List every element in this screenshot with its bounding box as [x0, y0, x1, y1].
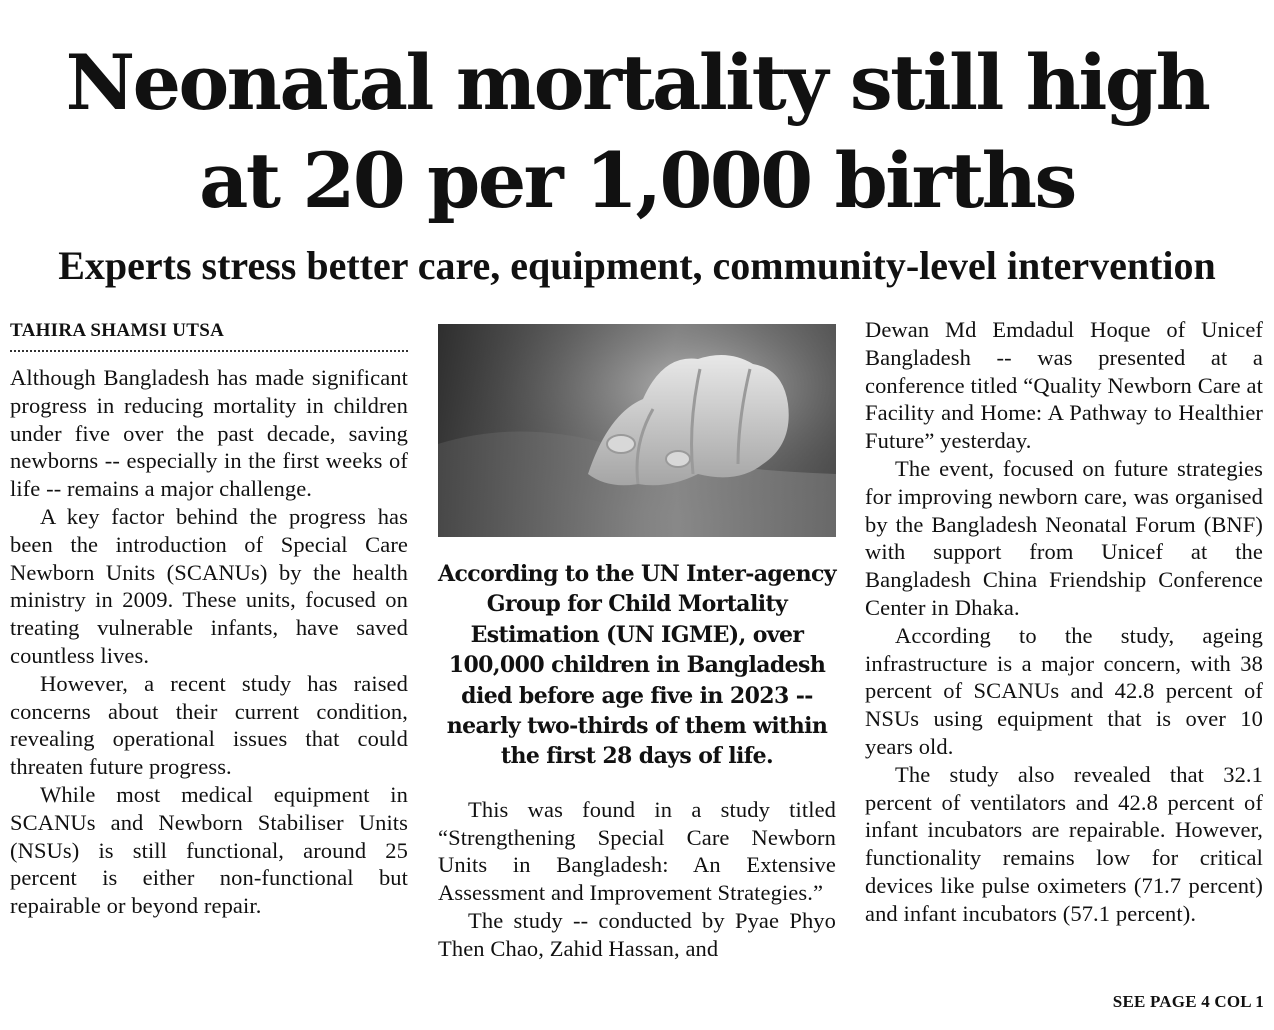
- headline-line-1: Neonatal mortality still high: [65, 38, 1209, 127]
- paragraph: The study -- conducted by Pyae Phyo Then Chao, Zahid Hassan, and: [438, 908, 836, 961]
- subheadline: Experts stress better care, equipment, community-level intervention: [58, 243, 1216, 288]
- column-left: [10, 316, 408, 920]
- baby-hand-photo: [438, 324, 836, 537]
- paragraph: Although Bangladesh has made significant progress in reducing mortality in children under five over the past decade, saving newborns -- especially in the first weeks of life -- remains a major challenge.: [10, 365, 408, 502]
- paragraph: The event, focused on future strategies for improving newborn care, was organised by the Bangladesh Neonatal Forum (BNF) with support from Unicef at the Bangladesh China Friendship Conference Center in Dhaka.: [865, 455, 1263, 620]
- pull-quote: According to the UN Inter-agency Group for Child Mortality Estimation (UN IGME), over 100,000 children in Bangladesh died before age five in 2023 -- nearly two-thirds of them within the first 28 days of life.: [438, 561, 836, 770]
- column-right: [865, 316, 1263, 928]
- paragraph: The study also revealed that 32.1 percent of ventilators and 42.8 percent of infant incubators are repairable. However, functionality remains low for critical devices like pulse oximeters (71.7 percent) and infant incubators (57.1 percent).: [865, 761, 1263, 926]
- paragraph: This was found in a study titled “Strengthening Special Care Newborn Units in Bangladesh: An Extensive Assessment and Improvement Strategies.”: [438, 796, 836, 906]
- paragraph: A key factor behind the progress has been the introduction of Special Care Newborn Units (SCANUs) by the health ministry in 2009. These units, focused on treating vulnerable infants, have saved countless lives.: [10, 503, 408, 668]
- paragraph: According to the study, ageing infrastructure is a major concern, with 38 percent of SCANUs and 42.8 percent of NSUs using equipment that is over 10 years old.: [865, 622, 1263, 759]
- column-middle: [438, 324, 836, 963]
- baby-hand-holding-finger-icon: [438, 324, 836, 537]
- jump-line: SEE PAGE 4 COL 1: [1112, 992, 1264, 1011]
- headline: [0, 34, 1274, 230]
- paragraph: However, a recent study has raised concerns about their current condition, revealing operational issues that could threaten future progress.: [10, 670, 408, 780]
- paragraph: Dewan Md Emdadul Hoque of Unicef Bangladesh -- was presented at a conference titled “Quality Newborn Care at Facility and Home: A Pathway to Healthier Future” yesterday.: [865, 317, 1263, 454]
- headline-line-2: at 20 per 1,000 births: [199, 136, 1075, 225]
- paragraph: While most medical equipment in SCANUs and Newborn Stabiliser Units (NSUs) is still functional, around 25 percent is either non-functional but repairable or beyond repair.: [10, 781, 408, 919]
- byline: TAHIRA SHAMSI UTSA: [10, 316, 408, 352]
